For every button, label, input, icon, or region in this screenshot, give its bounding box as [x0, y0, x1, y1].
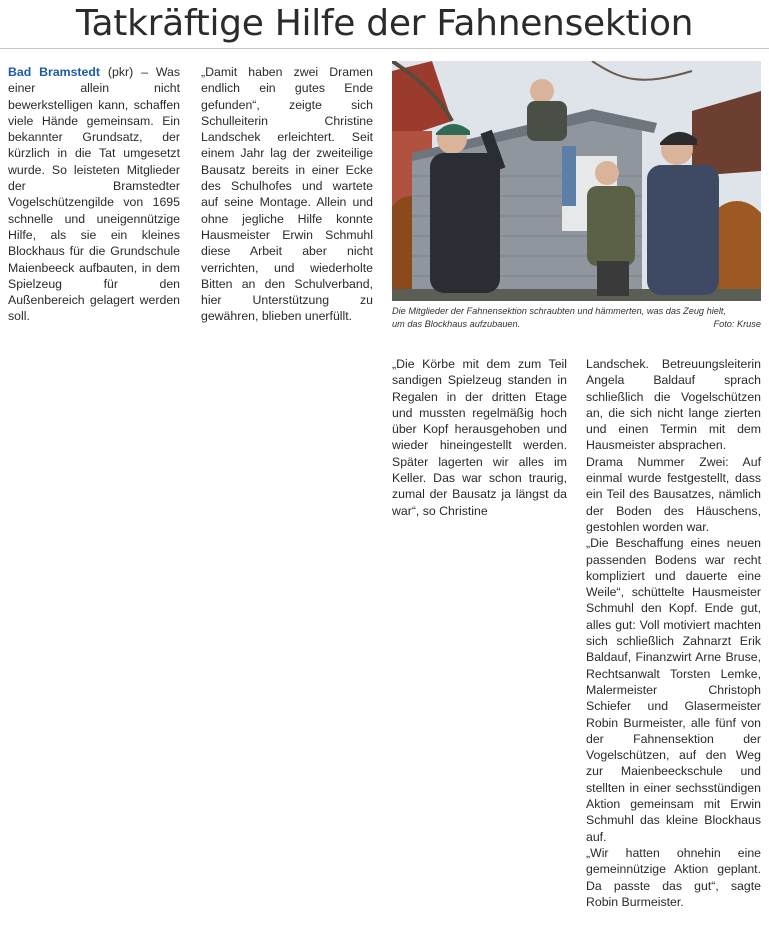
paragraph: „Wir hatten ohnehin eine gemeinnützige Aktion geplant. Da passte das gut“, sagte Robin Burmeister. — [586, 845, 761, 909]
article-column-4 — [586, 356, 761, 910]
lead-location: Bad Bramstedt — [8, 65, 100, 79]
article-column-1 — [8, 64, 180, 325]
article-column-2 — [201, 64, 373, 325]
photo-caption — [392, 305, 761, 331]
paragraph: „Die Beschaffung eines neuen passenden Bodens war recht kompliziert und dauerte eine Weile“, schüttelte Hausmeister Schmuhl den Kopf. Ende gut, alles gut: Voll motiviert machten sich schließlich Zahnarzt Erik Baldauf, Finanzwirt Arne Bruse, Rechtsanwalt Torsten Lemke, Malermeister Christoph Schiefer und Glasermeister Robin Burmeister, alle fünf von der Fahnensektion der Vogelschützen, auf den Weg zur Maienbeeckschule und stellten in einer sechsstündigen Aktion gemeinsam mit Erwin Schmuhl das kleine Blockhaus auf. — [586, 536, 761, 844]
photo-credit: Foto: Kruse — [713, 319, 761, 329]
headline-divider — [0, 48, 769, 49]
paragraph: Landschek. Betreuungsleiterin Angela Baldauf sprach schließlich die Vogelschützen an, die sich nicht lange zierten und einen Termin mit dem Hausmeister absprachen. — [586, 357, 761, 453]
paragraph: Drama Nummer Zwei: Auf einmal wurde festgestellt, dass ein Teil des Bausatzes, nämlich der Boden des Häuschens, gestohlen worden war. — [586, 454, 761, 534]
caption-line-1: Die Mitglieder der Fahnensektion schraubten und hämmerten, was das Zeug hielt, — [392, 306, 726, 316]
article-column-3 — [392, 356, 567, 519]
paragraph: „Die Körbe mit dem zum Teil sandigen Spielzeug standen in Regalen in der dritten Etage und mussten regelmäßig hoch über Kopf herausgehoben und wieder hineingestellt werden. Später lagerten wir alles im Keller. Das war schon traurig, zumal der Bausatz ja längst da war“, so Christine — [392, 357, 567, 518]
paragraph: „Damit haben zwei Dramen endlich ein gutes Ende gefunden“, zeigte sich Schulleiterin Christine Landschek erleichtert. Seit einem Jahr lag der zweiteilige Bausatz bereits in einer Ecke des Schulhofes und wartete auf seine Montage. Allein und ohne jegliche Hilfe konnte Hausmeister Erwin Schmuhl diese Arbeit aber nicht verrichten, und wiederholte Bitten an den Schulverband, hier Unterstützung zu gewähren, blieben unerfüllt. — [201, 65, 373, 324]
article-photo — [392, 61, 761, 301]
caption-line-2: um das Blockhaus aufzubauen. — [392, 319, 521, 329]
paragraph — [8, 64, 180, 325]
paragraph-text: (pkr) – Was einer allein nicht bewerkstelligen kann, schaffen viele Hände gemeinsam. Ein bekannter Grundsatz, der kürzlich in die Tat umgesetzt wurde. So leisteten Mitglieder der Bramstedter Vogelschützengilde von 1695 schnelle und uneigennützige Hilfe, als sie ein kleines Blockhaus für die Grundschule Maienbeeck aufbauten, in dem Spielzeug für den Außenbereich gelagert werden soll. — [8, 65, 181, 324]
headline: Tatkräftige Hilfe der Fahnensektion — [75, 3, 694, 44]
